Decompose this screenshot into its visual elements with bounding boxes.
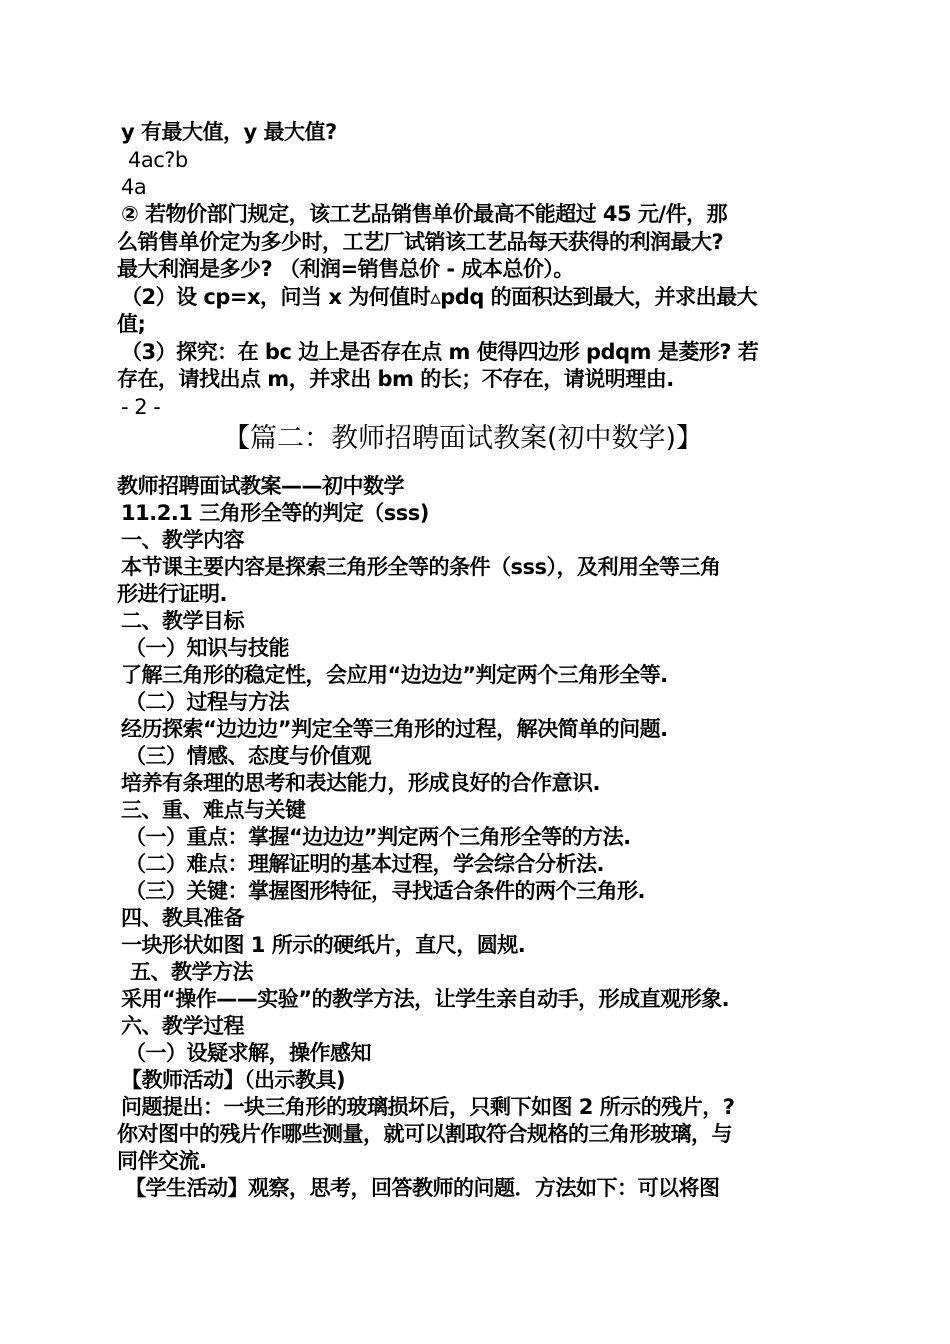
method-text: 采用“操作——实验”的教学方法，让学生亲自动手，形成直观形象. xyxy=(121,987,730,1011)
goal-2-text: 经历探索“边边边”判定全等三角形的过程，解决简单的问题. xyxy=(121,717,668,741)
page-number: - 2 - xyxy=(121,395,161,419)
student-activity: 【学生活动】观察，思考，回答教师的问题．方法如下：可以将图 xyxy=(125,1176,720,1200)
part1-line2: 4ac?b xyxy=(128,148,188,172)
content-line-2: 形进行证明. xyxy=(117,582,227,606)
doc-title: 教师招聘面试教案——初中数学 xyxy=(117,474,404,498)
question-line-1: 问题提出：一块三角形的玻璃损坏后，只剩下如图 2 所示的残片，? xyxy=(121,1095,735,1119)
goal-1-heading: （一）知识与技能 xyxy=(125,636,289,660)
process-1-heading: （一）设疑求解，操作感知 xyxy=(125,1041,371,1065)
part1-line3: 4a xyxy=(121,175,147,199)
part1-line6: 最大利润是多少? （利润=销售总价 - 成本总价）。 xyxy=(117,257,574,281)
part1-line9: （3）探究：在 bc 边上是否存在点 m 使得四边形 pdqm 是菱形? 若 xyxy=(121,340,759,364)
key-point-2: （二）难点：理解证明的基本过程，学会综合分析法. xyxy=(125,852,604,876)
section-1-heading: 一、教学内容 xyxy=(121,528,244,552)
tools-text: 一块形状如图 1 所示的硬纸片，直尺，圆规. xyxy=(121,933,526,957)
lesson-title: 11.2.1 三角形全等的判定（sss) xyxy=(121,501,429,525)
content-line-1: 本节课主要内容是探索三角形全等的条件（sss），及利用全等三角 xyxy=(121,555,721,579)
part1-line1: y 有最大值，y 最大值? xyxy=(121,120,337,144)
goal-3-heading: （三）情感、态度与价值观 xyxy=(125,744,371,768)
question-line-3: 同伴交流. xyxy=(117,1149,207,1173)
goal-2-heading: （二）过程与方法 xyxy=(125,690,289,714)
section-heading: 【篇二：教师招聘面试教案(初中数学)】 xyxy=(223,423,704,454)
part1-line8: 值; xyxy=(117,312,146,336)
question-line-2: 你对图中的残片作哪些测量，就可以割取符合规格的三角形玻璃，与 xyxy=(117,1122,732,1146)
section-5-heading: 五、教学方法 xyxy=(130,960,253,984)
section-3-heading: 三、重、难点与关键 xyxy=(121,798,306,822)
section-4-heading: 四、教具准备 xyxy=(121,906,244,930)
goal-3-text: 培养有条理的思考和表达能力，形成良好的合作意识. xyxy=(121,771,600,795)
part1-line7: （2）设 cp=x，问当 x 为何值时▵pdq 的面积达到最大，并求出最大 xyxy=(121,285,758,309)
section-6-heading: 六、教学过程 xyxy=(121,1014,244,1038)
part1-line10: 存在，请找出点 m，并求出 bm 的长；不存在，请说明理由. xyxy=(117,367,674,391)
part1-line5: 么销售单价定为多少时，工艺厂试销该工艺品每天获得的利润最大? xyxy=(117,230,724,254)
part1-line4: ② 若物价部门规定，该工艺品销售单价最高不能超过 45 元/件，那 xyxy=(121,202,728,226)
key-point-3: （三）关键：掌握图形特征，寻找适合条件的两个三角形. xyxy=(125,879,645,903)
section-2-heading: 二、教学目标 xyxy=(121,609,244,633)
key-point-1: （一）重点：掌握“边边边”判定两个三角形全等的方法. xyxy=(125,825,631,849)
goal-1-text: 了解三角形的稳定性，会应用“边边边”判定两个三角形全等. xyxy=(121,663,668,687)
teacher-activity: 【教师活动】（出示教具) xyxy=(121,1068,346,1092)
